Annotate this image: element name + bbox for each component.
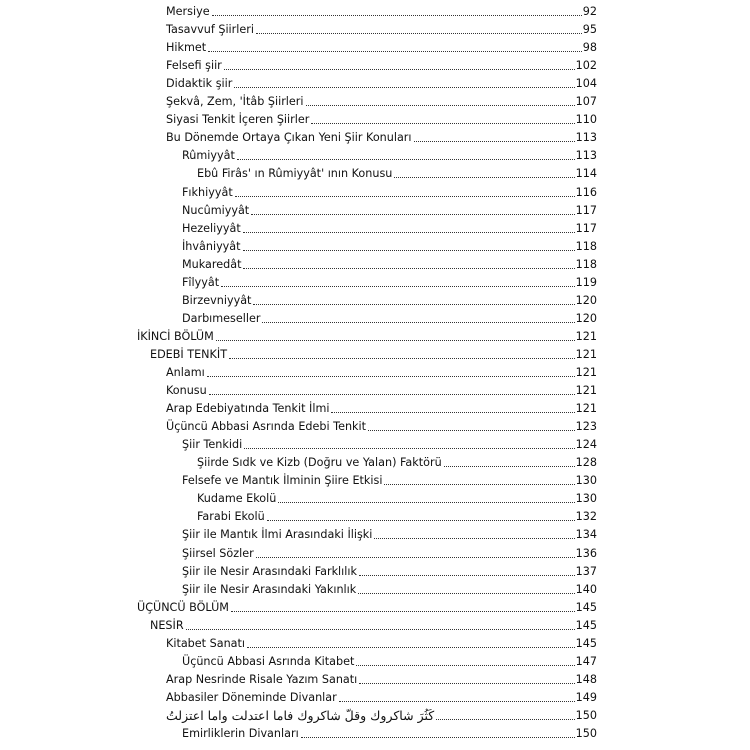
dot-leader xyxy=(278,502,574,503)
toc-entry-page: 120 xyxy=(575,311,597,325)
toc-entry-page: 92 xyxy=(582,5,597,18)
toc-entry-title: Fıkhiyyât xyxy=(182,185,233,199)
toc-entry xyxy=(182,145,597,163)
toc-entry-page: 121 xyxy=(575,329,597,343)
toc-entry-title: Arap Edebiyatında Tenkit İlmi xyxy=(166,402,330,416)
toc-entry-page: 145 xyxy=(575,636,597,650)
toc-entry-page: 149 xyxy=(575,690,597,704)
toc-entry xyxy=(182,543,597,561)
toc-entry xyxy=(166,73,597,91)
dot-leader xyxy=(311,123,574,124)
toc-entry-title: Ebû Firâs' ın Rûmiyyât' ının Konusu xyxy=(197,167,393,181)
dot-leader xyxy=(243,232,575,233)
toc-entry xyxy=(150,344,597,362)
toc-entry xyxy=(166,380,597,398)
toc-entry-page: 95 xyxy=(582,23,597,37)
dot-leader xyxy=(235,196,575,197)
toc-entry-title: Şiir ile Nesir Arasındaki Farklılık xyxy=(182,564,357,578)
dot-leader xyxy=(207,376,575,377)
toc-entry xyxy=(166,37,597,55)
toc-entry-page: 150 xyxy=(575,727,597,740)
toc-entry-page: 128 xyxy=(575,456,597,470)
toc-entry-page: 137 xyxy=(575,564,597,578)
dot-leader xyxy=(306,105,575,106)
toc-entry-page: 130 xyxy=(575,492,597,506)
toc-entry xyxy=(166,362,597,380)
toc-entry-page: 121 xyxy=(575,366,597,379)
dot-leader xyxy=(208,51,582,52)
toc-entry-title: كَثُرَ شاكروك وقلّ شاكروك فاما اعتدلت واما اعتزلتُ xyxy=(166,707,435,723)
dot-leader xyxy=(234,87,574,88)
toc-entry-page: 132 xyxy=(575,510,597,524)
toc-entry-page: 118 xyxy=(575,257,597,271)
dot-leader xyxy=(414,141,575,142)
dot-leader xyxy=(444,466,575,467)
toc-entry-page: 118 xyxy=(575,239,597,253)
toc-entry-title: EDEBİ TENKİT xyxy=(150,347,228,361)
toc-entry-page: 145 xyxy=(575,600,597,614)
toc-entry-title: Hezeliyyât xyxy=(182,221,241,235)
toc-entry xyxy=(182,236,597,254)
dot-leader xyxy=(384,484,574,485)
toc-entry-title: Farabi Ekolü xyxy=(197,510,265,524)
dot-leader xyxy=(356,665,574,666)
toc-entry xyxy=(197,163,597,181)
dot-leader xyxy=(394,177,574,178)
toc-entry-title: ÜÇÜNCÜ BÖLÜM xyxy=(137,600,229,614)
toc-entry xyxy=(166,669,597,687)
toc-entry-page: 102 xyxy=(575,59,597,73)
dot-leader xyxy=(267,520,575,521)
dot-leader xyxy=(251,214,574,215)
toc-entry-title: Arap Nesrinde Risale Yazım Sanatı xyxy=(166,672,358,686)
toc-entry-title: Fîlyyât xyxy=(182,275,220,289)
toc-entry-title: Kitabet Sanatı xyxy=(166,636,246,650)
dot-leader xyxy=(212,15,582,16)
dot-leader xyxy=(359,683,574,684)
toc-entry-title: Şiir ile Mantık İlmi Arasındaki İlişki xyxy=(182,528,373,542)
dot-leader xyxy=(301,737,575,738)
toc-entry-title: Üçüncü Abbasi Asrında Edebi Tenkit xyxy=(166,420,367,434)
dot-leader xyxy=(243,268,574,269)
toc-entry xyxy=(197,506,597,524)
dot-leader xyxy=(262,322,574,323)
toc-entry-page: 113 xyxy=(575,131,597,145)
toc-entry-title: Didaktik şiir xyxy=(166,77,233,91)
dot-leader xyxy=(436,719,574,720)
toc-entry-title: Mukaredât xyxy=(182,257,242,271)
toc-entry xyxy=(166,398,597,416)
toc-entry xyxy=(182,182,597,200)
toc-entry-title: Kudame Ekolü xyxy=(197,492,277,506)
dot-leader xyxy=(216,340,575,341)
dot-leader xyxy=(256,33,582,34)
dot-leader xyxy=(339,701,575,702)
toc-entry-title: Birzevniyyât xyxy=(182,293,252,307)
dot-leader xyxy=(374,538,574,539)
toc-entry-page: 148 xyxy=(575,672,597,686)
toc-entry-title: Şekvâ, Zem, 'İtâb Şiirleri xyxy=(166,95,304,109)
toc-entry xyxy=(182,218,597,236)
toc-entry-title: Siyasi Tenkit İçeren Şiirler xyxy=(166,113,310,127)
toc-entry xyxy=(166,55,597,73)
toc-entry-page: 150 xyxy=(575,708,597,722)
dot-leader xyxy=(229,358,575,359)
toc-entry-page: 117 xyxy=(575,203,597,217)
toc-entry xyxy=(166,19,597,37)
toc-entry-page: 140 xyxy=(575,582,597,596)
toc-entry xyxy=(166,633,597,651)
toc-entry xyxy=(166,687,597,705)
toc-entry xyxy=(182,561,597,579)
dot-leader xyxy=(253,304,574,305)
toc-entry-title: Şiir Tenkidi xyxy=(182,438,243,452)
toc-entry xyxy=(182,290,597,308)
dot-leader xyxy=(209,394,575,395)
toc-entry-page: 116 xyxy=(575,185,597,199)
toc-entry-page: 121 xyxy=(575,347,597,361)
toc-entry-page: 98 xyxy=(582,41,597,55)
toc-entry xyxy=(137,597,597,615)
toc-entry-title: Şiir ile Nesir Arasındaki Yakınlık xyxy=(182,582,357,596)
toc-entry-title: Emirliklerin Divanları xyxy=(182,727,299,740)
toc-entry xyxy=(182,651,597,669)
toc-entry-title: İhvâniyyât xyxy=(182,239,241,253)
toc-entry-page: 113 xyxy=(575,149,597,163)
toc-entry-page: 130 xyxy=(575,474,597,488)
toc-entry xyxy=(182,470,597,488)
toc-entry xyxy=(166,127,597,145)
toc-entry-title: Felsefe ve Mantık İlminin Şiire Etkisi xyxy=(182,474,383,488)
toc-entry-title: Bu Dönemde Ortaya Çıkan Yeni Şiir Konuları xyxy=(166,131,412,145)
toc-entry-page: 120 xyxy=(575,293,597,307)
toc-entry-page: 145 xyxy=(575,618,597,632)
dot-leader xyxy=(358,593,574,594)
toc-entry-page: 134 xyxy=(575,528,597,542)
toc-entry-title: Mersiye xyxy=(166,5,210,18)
toc-entry xyxy=(166,1,597,19)
toc-entry xyxy=(182,200,597,218)
toc-entry-page: 123 xyxy=(575,420,597,434)
toc-entry-page: 119 xyxy=(575,275,597,289)
toc-entry-title: Darbımeseller xyxy=(182,311,261,325)
dot-leader xyxy=(359,575,575,576)
toc-entry xyxy=(182,434,597,452)
toc-entry-title: Üçüncü Abbasi Asrında Kitabet xyxy=(182,654,355,668)
toc-entry-page: 114 xyxy=(575,167,597,181)
toc-entry-title: Hikmet xyxy=(166,41,207,55)
toc-entry-page: 124 xyxy=(575,438,597,452)
toc-entry-title: Rûmiyyât xyxy=(182,149,235,163)
toc-entry-title: Felsefi şiir xyxy=(166,59,222,73)
dot-leader xyxy=(224,69,575,70)
dot-leader xyxy=(368,430,575,431)
toc-entry xyxy=(137,326,597,344)
toc-entry-page: 147 xyxy=(575,654,597,668)
toc-entry xyxy=(182,579,597,597)
toc-entry xyxy=(166,91,597,109)
toc-entry-title: Şiirsel Sözler xyxy=(182,546,254,560)
toc-entry xyxy=(166,705,597,723)
toc-entry xyxy=(182,254,597,272)
toc-entry-title: Konusu xyxy=(166,384,207,398)
toc-entry-title: Anlamı xyxy=(166,366,205,379)
dot-leader xyxy=(256,557,575,558)
toc-entry xyxy=(182,524,597,542)
toc-entry-title: Abbasiler Döneminde Divanlar xyxy=(166,690,337,704)
dot-leader xyxy=(244,448,574,449)
dot-leader xyxy=(331,412,574,413)
toc-entry-title: NESİR xyxy=(150,618,184,632)
toc-entry xyxy=(182,723,597,741)
dot-leader xyxy=(221,286,575,287)
toc-entry xyxy=(182,272,597,290)
toc-entry-page: 107 xyxy=(575,95,597,109)
toc-entry-title: Şiirde Sıdk ve Kizb (Doğru ve Yalan) Faktörü xyxy=(197,456,442,470)
toc-entry xyxy=(197,488,597,506)
dot-leader xyxy=(237,159,575,160)
toc-entry-page: 136 xyxy=(575,546,597,560)
toc-entry-title: İKİNCİ BÖLÜM xyxy=(137,329,214,343)
toc-entry xyxy=(182,308,597,326)
toc-entry xyxy=(166,416,597,434)
toc-entry xyxy=(150,615,597,633)
toc-entry-page: 110 xyxy=(575,113,597,127)
toc-entry xyxy=(166,109,597,127)
toc-entry-page: 104 xyxy=(575,77,597,91)
dot-leader xyxy=(247,647,575,648)
toc-entry-page: 121 xyxy=(575,402,597,416)
dot-leader xyxy=(186,629,575,630)
dot-leader xyxy=(231,611,575,612)
toc-entry xyxy=(197,452,597,470)
toc-entry-page: 117 xyxy=(575,221,597,235)
dot-leader xyxy=(243,250,575,251)
toc-entry-title: Nucûmiyyât xyxy=(182,203,250,217)
toc-entry-title: Tasavvuf Şiirleri xyxy=(166,23,254,37)
toc-entry-page: 121 xyxy=(575,384,597,398)
